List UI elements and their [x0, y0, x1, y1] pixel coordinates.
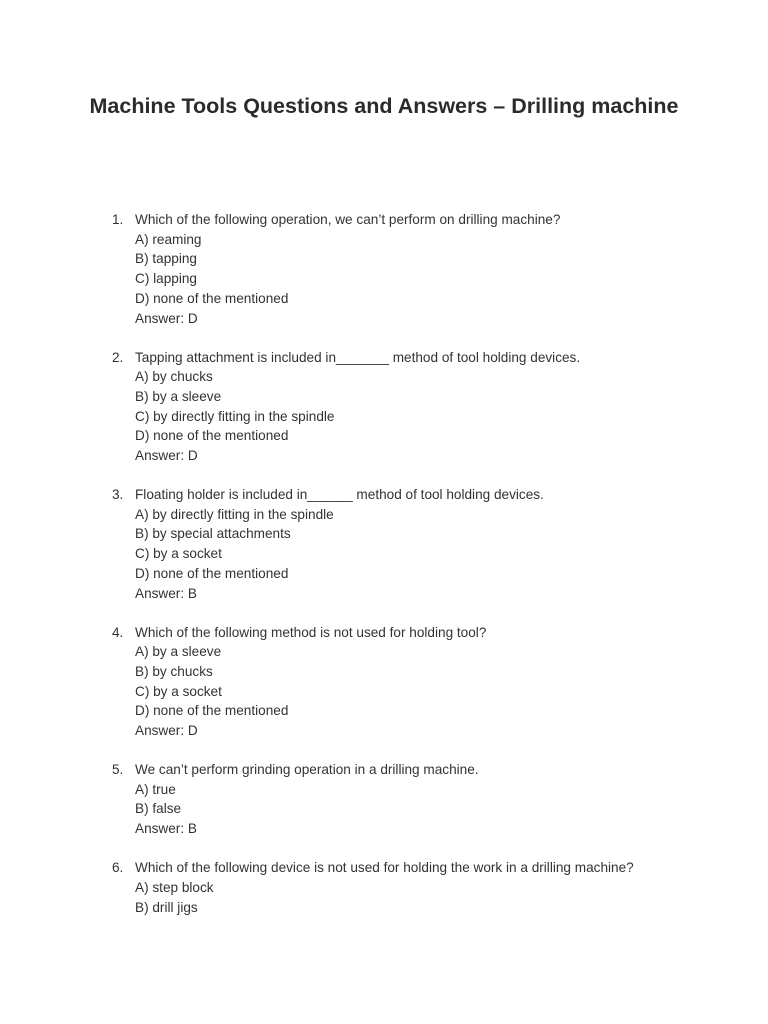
answer-option: D) none of the mentioned: [135, 703, 289, 719]
answer-option: A) step block: [135, 879, 214, 895]
question-list: [0, 210, 768, 937]
answer-option: D) none of the mentioned: [135, 565, 289, 581]
question-number: 5.: [112, 762, 124, 778]
page-title: Machine Tools Questions and Answers – Drilling machine: [89, 94, 679, 118]
question-item: [0, 485, 768, 603]
question-text: Which of the following device is not used for holding the work in a drilling machine?: [135, 860, 634, 876]
answer-option: C) by a socket: [135, 683, 222, 699]
question-item: [0, 623, 768, 741]
correct-answer: Answer: D: [135, 723, 198, 739]
question-text: Tapping attachment is included in_______ method of tool holding devices.: [135, 349, 581, 365]
correct-answer: Answer: D: [135, 448, 198, 464]
answer-option: B) false: [135, 801, 182, 817]
question-item: [0, 858, 768, 917]
question-number: 6.: [112, 860, 124, 876]
question-item: [0, 210, 768, 328]
question-number: 3.: [112, 487, 124, 503]
answer-option: D) none of the mentioned: [135, 428, 289, 444]
correct-answer: Answer: B: [135, 821, 197, 837]
answer-option: D) none of the mentioned: [135, 290, 289, 306]
answer-option: B) by a sleeve: [135, 388, 222, 404]
question-number: 2.: [112, 349, 124, 365]
correct-answer: Answer: B: [135, 585, 197, 601]
answer-option: C) by directly fitting in the spindle: [135, 408, 335, 424]
answer-option: A) by chucks: [135, 369, 213, 385]
question-text: Floating holder is included in______ method of tool holding devices.: [135, 487, 544, 503]
answer-option: A) by a sleeve: [135, 644, 222, 660]
question-text: We can’t perform grinding operation in a drilling machine.: [135, 762, 479, 778]
answer-option: B) drill jigs: [135, 899, 198, 915]
question-text: Which of the following operation, we can’t perform on drilling machine?: [135, 212, 561, 227]
question-number: 1.: [112, 212, 124, 227]
question-number: 4.: [112, 624, 124, 640]
answer-option: A) reaming: [135, 231, 202, 247]
answer-option: B) tapping: [135, 251, 197, 267]
answer-option: B) by chucks: [135, 663, 213, 679]
question-item: [0, 348, 768, 466]
question-text: Which of the following method is not used for holding tool?: [135, 624, 487, 640]
answer-option: B) by special attachments: [135, 526, 291, 542]
correct-answer: Answer: D: [135, 310, 198, 326]
answer-option: C) by a socket: [135, 546, 222, 562]
answer-option: C) lapping: [135, 271, 197, 287]
answer-option: A) true: [135, 781, 176, 797]
question-item: [0, 760, 768, 839]
answer-option: A) by directly fitting in the spindle: [135, 506, 334, 522]
